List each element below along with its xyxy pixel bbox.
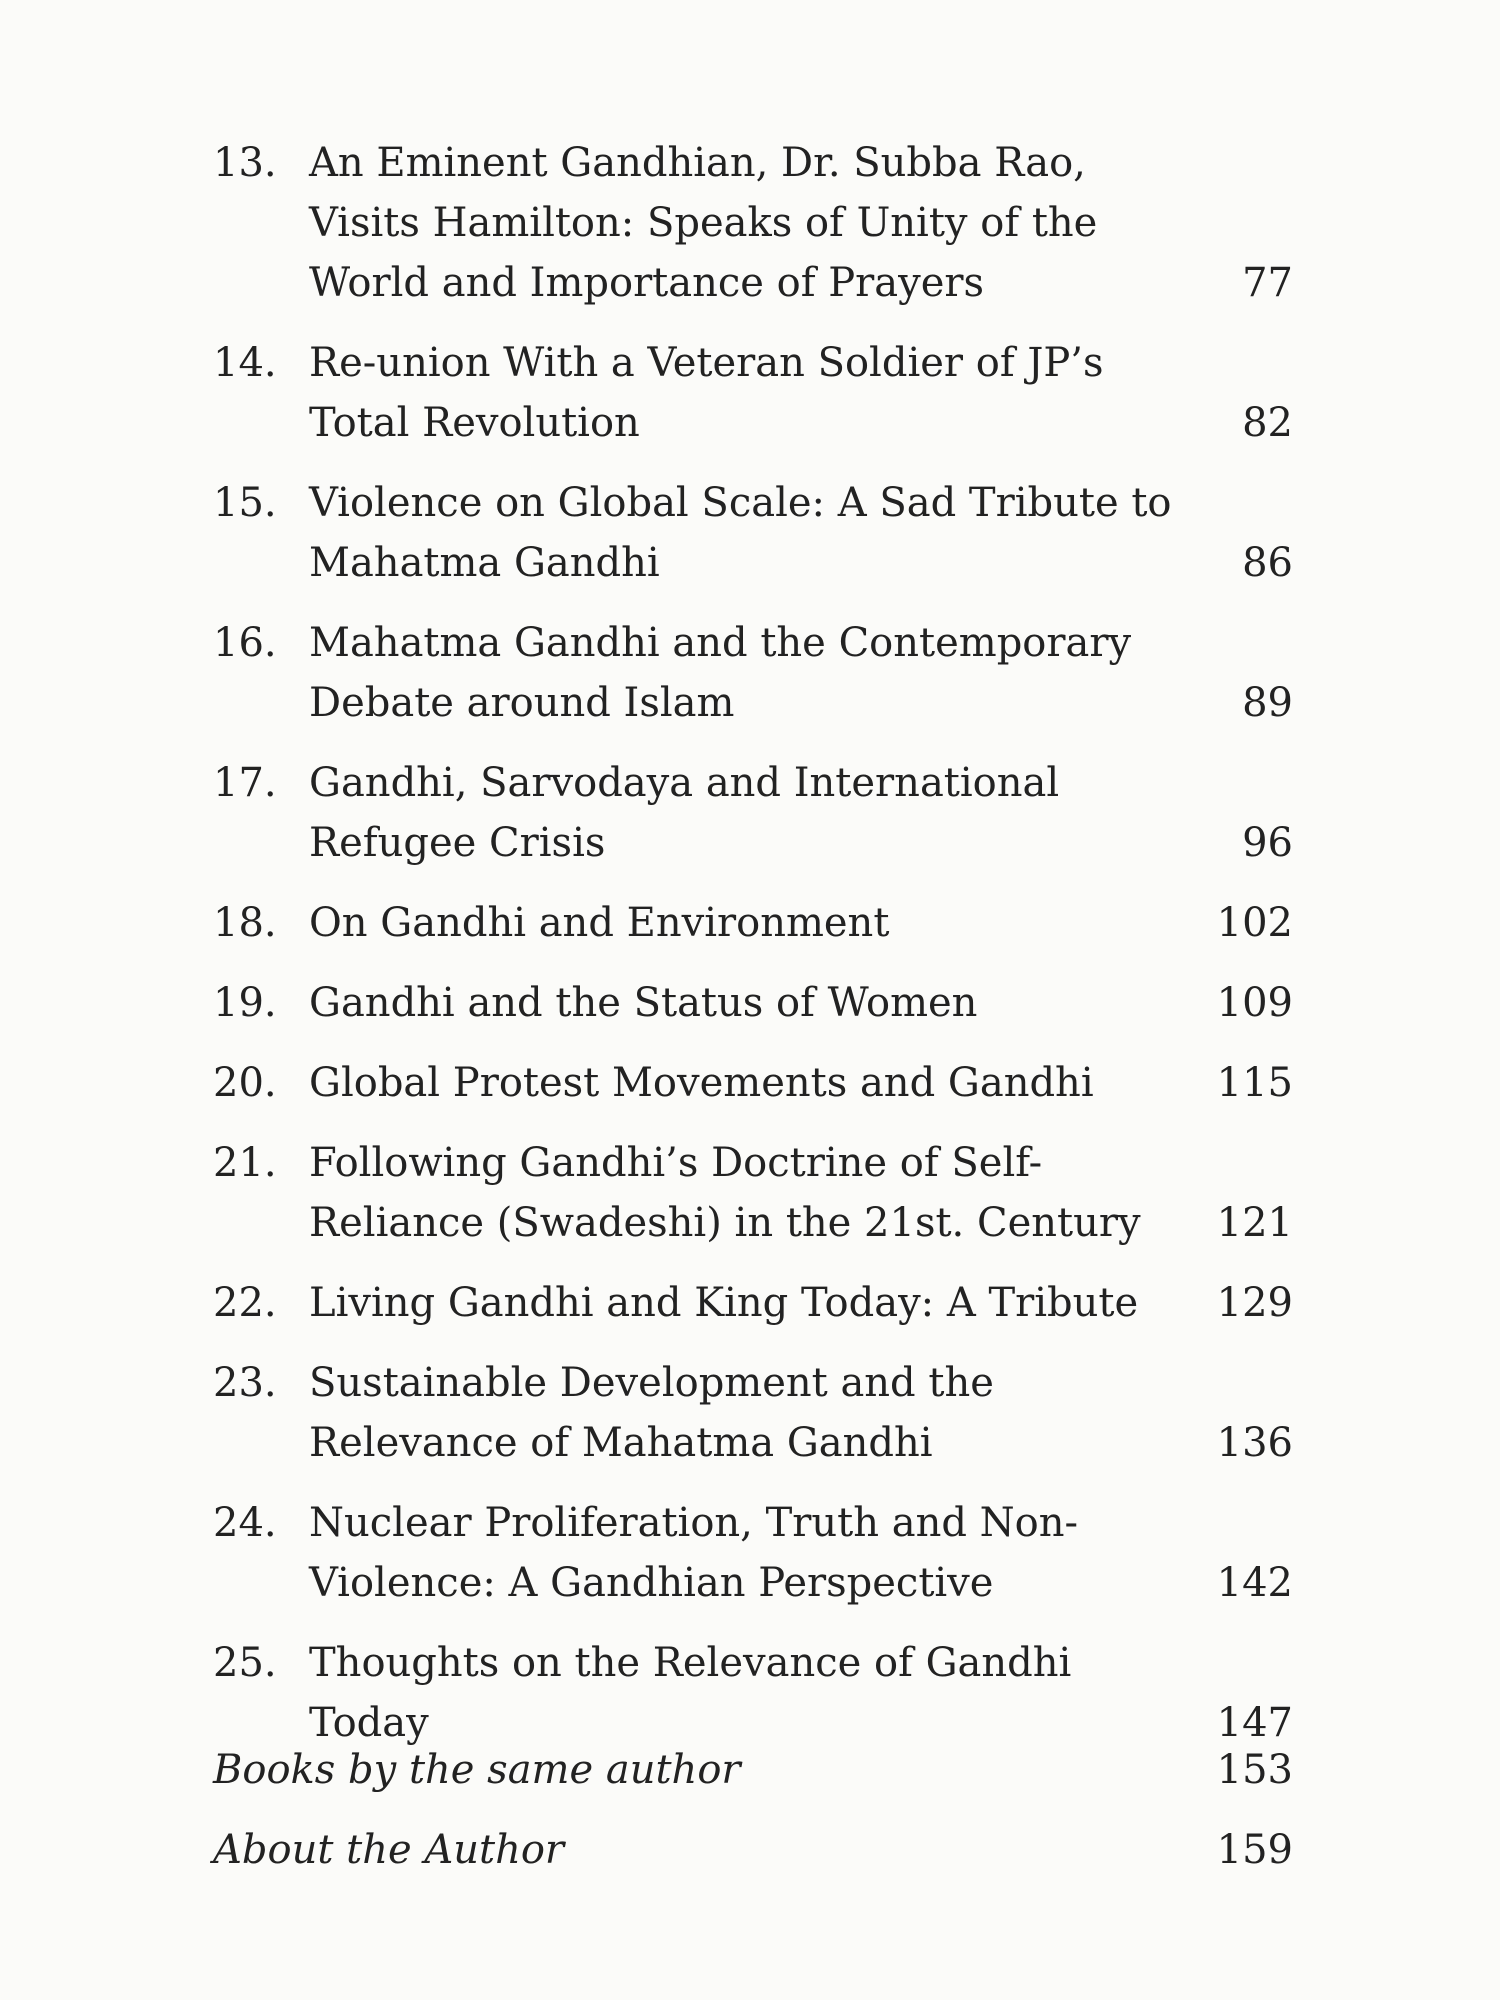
toc-entry-17 xyxy=(213,753,1293,873)
chapter-number: 17. xyxy=(213,760,277,806)
chapter-number: 16. xyxy=(213,620,277,666)
chapter-number: 20. xyxy=(213,1060,277,1106)
chapter-number: 23. xyxy=(213,1360,277,1406)
page-number: 96 xyxy=(1242,820,1293,866)
chapter-title: Sustainable Development and the Relevance of Mahatma Gandhi xyxy=(309,1360,994,1466)
toc-entry-19 xyxy=(213,973,1293,1033)
page-number: 115 xyxy=(1216,1060,1293,1106)
table-of-contents xyxy=(213,133,1293,1773)
page-number: 121 xyxy=(1216,1200,1293,1246)
page-number: 82 xyxy=(1242,400,1293,446)
toc-entry-16 xyxy=(213,613,1293,733)
toc-entry-15 xyxy=(213,473,1293,593)
chapter-title: Living Gandhi and King Today: A Tribute xyxy=(309,1280,1139,1326)
back-matter-title: About the Author xyxy=(213,1827,565,1873)
toc-entry-21 xyxy=(213,1133,1293,1253)
page-number: 159 xyxy=(1216,1827,1293,1873)
toc-entry-22 xyxy=(213,1273,1293,1333)
page-number: 77 xyxy=(1242,260,1293,306)
toc-entry-23 xyxy=(213,1353,1293,1473)
chapter-number: 19. xyxy=(213,980,277,1026)
chapter-title: Re-union With a Veteran Soldier of JP’s Total Revolution xyxy=(309,340,1104,446)
chapter-title: Violence on Global Scale: A Sad Tribute to Mahatma Gandhi xyxy=(309,480,1172,586)
chapter-number: 22. xyxy=(213,1280,277,1326)
chapter-title: An Eminent Gandhian, Dr. Subba Rao, Visits Hamilton: Speaks of Unity of the World and Importance of Prayers xyxy=(309,140,1098,306)
chapter-title: Global Protest Movements and Gandhi xyxy=(309,1060,1094,1106)
page-number: 129 xyxy=(1216,1280,1293,1326)
page-number: 109 xyxy=(1216,980,1293,1026)
chapter-title: Gandhi and the Status of Women xyxy=(309,980,978,1026)
page-number: 89 xyxy=(1242,680,1293,726)
page-number: 153 xyxy=(1216,1747,1293,1793)
toc-entry-24 xyxy=(213,1493,1293,1613)
page-number: 142 xyxy=(1216,1560,1293,1606)
chapter-title: Nuclear Proliferation, Truth and Non-Violence: A Gandhian Perspective xyxy=(309,1500,1079,1606)
page-number: 136 xyxy=(1216,1420,1293,1466)
back-matter-list xyxy=(213,1740,1293,1900)
toc-entry-25 xyxy=(213,1633,1293,1753)
chapter-number: 18. xyxy=(213,900,277,946)
toc-entry-18 xyxy=(213,893,1293,953)
chapter-number: 15. xyxy=(213,480,277,526)
chapter-number: 13. xyxy=(213,140,277,186)
chapter-number: 24. xyxy=(213,1500,277,1546)
toc-entry-13 xyxy=(213,133,1293,313)
chapter-title: On Gandhi and Environment xyxy=(309,900,890,946)
chapter-title: Thoughts on the Relevance of Gandhi Today xyxy=(309,1640,1072,1746)
back-matter-title: Books by the same author xyxy=(213,1747,741,1793)
page-number: 147 xyxy=(1216,1700,1293,1746)
chapter-number: 25. xyxy=(213,1640,277,1686)
toc-entry-20 xyxy=(213,1053,1293,1113)
chapter-title: Following Gandhi’s Doctrine of Self-Reliance (Swadeshi) in the 21st. Century xyxy=(309,1140,1141,1246)
chapter-title: Mahatma Gandhi and the Contemporary Debate around Islam xyxy=(309,620,1132,726)
back-matter-entry-about-author xyxy=(213,1820,1293,1880)
chapter-title: Gandhi, Sarvodaya and International Refugee Crisis xyxy=(309,760,1060,866)
chapter-number: 21. xyxy=(213,1140,277,1186)
back-matter-entry-books xyxy=(213,1740,1293,1800)
toc-entry-14 xyxy=(213,333,1293,453)
page-number: 102 xyxy=(1216,900,1293,946)
page-number: 86 xyxy=(1242,540,1293,586)
chapter-number: 14. xyxy=(213,340,277,386)
